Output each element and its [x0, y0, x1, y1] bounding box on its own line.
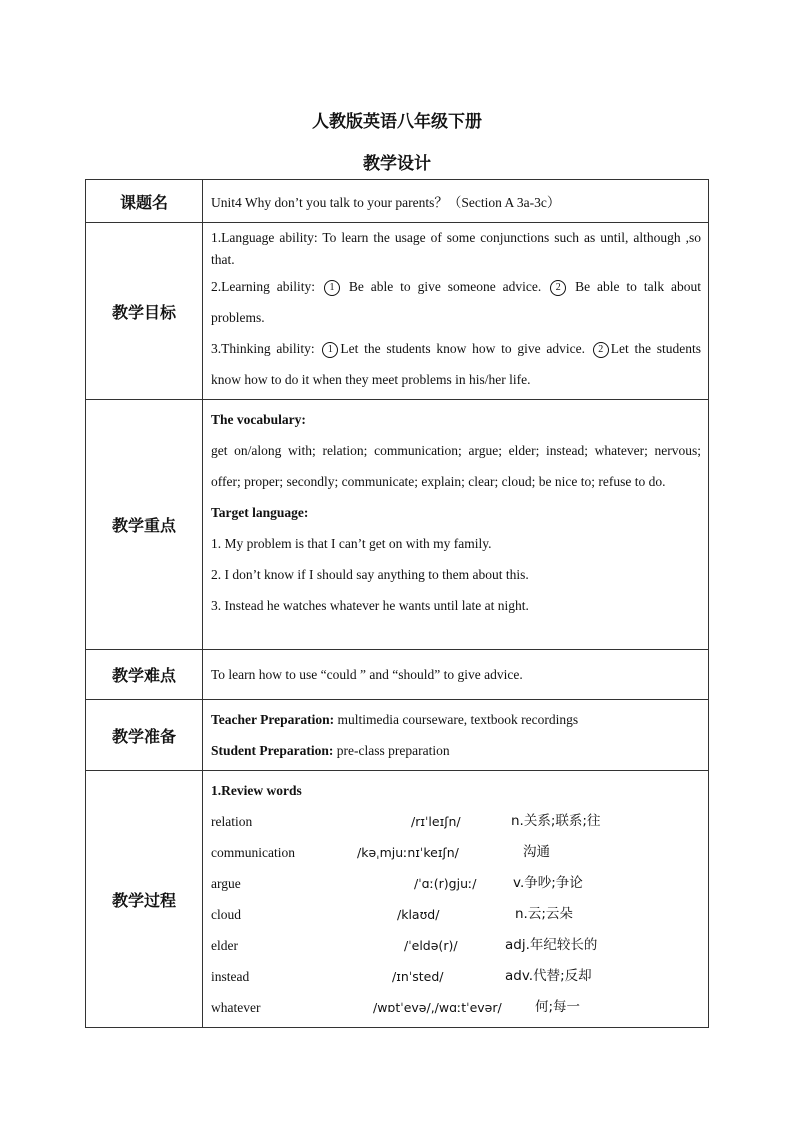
vocab-list: get on/along with; relation; communication; argue; elder; instead; whatever; nervous; offer; proper; secondly; communicate; explain; clear; cloud; be nice to; refuse to do.	[211, 443, 701, 489]
target-sentence-3: 3. Instead he watches whatever he wants until late at night.	[211, 598, 529, 613]
goal-thinking	[211, 333, 701, 395]
document-title: 人教版英语八年级下册	[312, 112, 482, 132]
word-row	[211, 868, 701, 899]
word-text: cloud	[211, 907, 241, 922]
word-phonetic: /ɪnˈsted/	[392, 969, 444, 984]
row-difficulty	[86, 650, 709, 700]
circled-number-2: 2	[550, 280, 566, 296]
word-text: instead	[211, 969, 250, 984]
word-meaning: n.关系;联系;往	[511, 813, 601, 829]
word-row	[211, 992, 701, 1023]
prep-cell	[203, 700, 709, 771]
word-row	[211, 930, 701, 961]
row-goals	[86, 223, 709, 400]
word-text: communication	[211, 845, 295, 860]
word-text: argue	[211, 876, 241, 891]
word-phonetic: /rɪˈleɪʃn/	[411, 814, 461, 829]
row-prep	[86, 700, 709, 771]
word-meaning: v.争吵;争论	[513, 875, 583, 891]
target-sentence-2: 2. I don’t know if I should say anything to them about this.	[211, 567, 529, 582]
word-row	[211, 899, 701, 930]
word-phonetic: /ˈɑː(r)gjuː/	[414, 876, 477, 891]
topic-cell	[203, 180, 709, 223]
process-cell	[203, 771, 709, 1028]
review-words-heading: 1.Review words	[211, 783, 302, 798]
word-phonetic: /klaʊd/	[397, 907, 440, 922]
circled-number-2: 2	[593, 342, 609, 358]
teacher-prep	[211, 704, 701, 735]
goals-label: 教学目标	[86, 223, 203, 400]
row-focus	[86, 400, 709, 650]
word-meaning: adj.年纪较长的	[505, 937, 598, 953]
word-meaning: 沟通	[523, 844, 550, 860]
word-phonetic: /kəˌmjuːnɪˈkeɪʃn/	[357, 845, 459, 860]
difficulty-cell	[203, 650, 709, 700]
document-subtitle: 教学设计	[363, 154, 431, 174]
word-row	[211, 806, 701, 837]
goal-thinking-b: Let the students know how to do it when they meet problems in his/her life.	[211, 341, 702, 387]
student-prep	[211, 735, 701, 766]
focus-label: 教学重点	[86, 400, 203, 650]
vocab-heading: The vocabulary:	[211, 412, 306, 427]
goal-language: 1.Language ability: To learn the usage of some conjunctions such as until, although ,so that.	[211, 230, 701, 267]
target-sentence-1: 1. My problem is that I can’t get on with my family.	[211, 536, 492, 551]
goals-cell	[203, 223, 709, 400]
teacher-prep-label: Teacher Preparation:	[211, 712, 335, 727]
target-heading: Target language:	[211, 505, 309, 520]
process-label: 教学过程	[86, 771, 203, 1028]
word-row	[211, 837, 701, 868]
goal-learning-a: Be able to give someone advice.	[341, 279, 549, 294]
goal-learning-prefix: 2.Learning ability:	[211, 279, 322, 294]
word-row	[211, 961, 701, 992]
word-text: elder	[211, 938, 238, 953]
lesson-plan-table	[85, 179, 709, 1028]
difficulty-label: 教学难点	[86, 650, 203, 700]
word-meaning: n.云;云朵	[515, 906, 573, 922]
row-topic	[86, 180, 709, 223]
topic-text: Unit4 Why don’t you talk to your parents？（Section A 3a-3c）	[211, 195, 561, 210]
student-prep-text: pre-class preparation	[333, 743, 450, 758]
topic-label: 课题名	[86, 180, 203, 223]
circled-number-1: 1	[322, 342, 338, 358]
goal-thinking-a: Let the students know how to give advice.	[340, 341, 591, 356]
word-list	[211, 806, 701, 1023]
difficulty-text: To learn how to use “could ” and “should” to give advice.	[211, 666, 523, 682]
word-phonetic: /ˈeldə(r)/	[404, 938, 458, 953]
word-meaning: adv.代替;反却	[505, 968, 592, 984]
teacher-prep-text: multimedia courseware, textbook recordings	[334, 712, 579, 727]
word-text: relation	[211, 814, 253, 829]
row-process	[86, 771, 709, 1028]
word-phonetic: /wɒtˈevə/,/wɑːtˈevər/	[373, 1000, 502, 1015]
circled-number-1: 1	[324, 280, 340, 296]
goal-learning	[211, 271, 701, 333]
word-text: whatever	[211, 1000, 261, 1015]
student-prep-label: Student Preparation:	[211, 743, 334, 758]
focus-cell	[203, 400, 709, 650]
goal-learning-b: Be able to talk about problems.	[211, 279, 701, 325]
word-meaning: 何;每一	[535, 999, 581, 1015]
goal-thinking-prefix: 3.Thinking ability:	[211, 341, 321, 356]
prep-label: 教学准备	[86, 700, 203, 771]
